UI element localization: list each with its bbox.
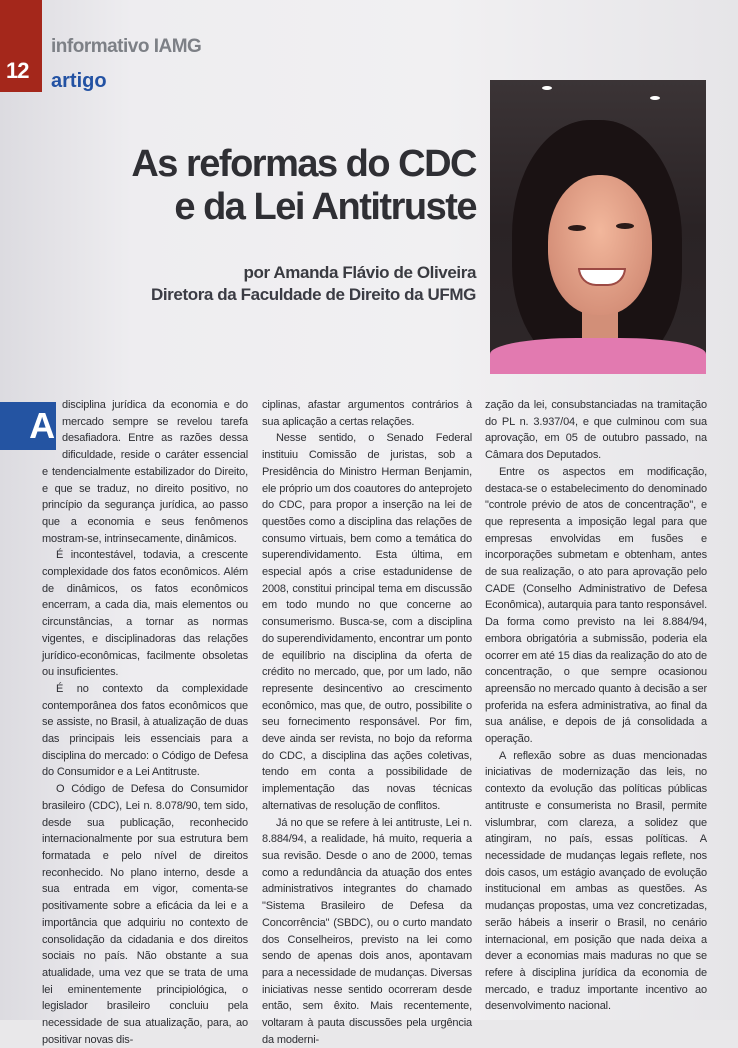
paragraph: Entre os aspectos em modificação, destaca-se o estabelecimento do denominado "controle prévio de atos de concentração", e que representa a imposição legal para que empresas envolvidas em fusões e incorporações submetam e obtenham, antes de sua realização, o ato para aprovação pelo CADE (Conselho Administrativo de Defesa Econômica), autarquia para tanto responsável. Da forma como previsto na lei 8.884/94, embora obrigatória a submissão, poderia ela ocorrer em até 15 dias da realização do ato de concentração, o que sempre ocasionou apreensão no mercado quanto à decisão a ser proferida na esfera administrativa, ao final da sua análise, e depois de já consolidada a operação.	[485, 465, 707, 746]
article-column-2	[262, 397, 472, 1048]
article-column-1	[29, 397, 248, 1048]
paragraph: É incontestável, todavia, a crescente complexidade dos fatos econômicos. Além de dinâmicos, os fatos econômicos encerram, a cada dia, mais elementos ou circunstâncias, a tornar as normas vigentes, e disciplinadoras das relações jurídico-econômicas, facilmente obsoletas ou insuficientes.	[42, 549, 248, 679]
title-line-1: As reformas do CDC	[131, 143, 476, 185]
author-name: por Amanda Flávio de Oliveira	[243, 263, 476, 282]
article-column-3	[485, 397, 707, 1015]
byline	[56, 262, 476, 306]
magazine-name: informativo IAMG	[51, 36, 202, 57]
dropcap-bar	[0, 402, 30, 450]
article-title	[56, 143, 476, 229]
author-role: Diretora da Faculdade de Direito da UFMG	[150, 285, 476, 304]
paragraph: ciplinas, afastar argumentos contrários à sua aplicação a certas relações.	[262, 399, 472, 428]
paragraph: Já no que se refere à lei antitruste, Lei n. 8.884/94, a realidade, há muito, requeria a sua revisão. Desde o ano de 2000, temas como a redundância da atuação dos entes administrativos integrantes do chamado "Sistema Brasileiro de Defesa da Concorrência" (SBDC), ou o curto mandato dos Conselheiros, previsto na lei como sendo de apenas dois anos, apontavam para a necessidade de mudanças. Diversas iniciativas nesse sentido ocorreram desde então, sem êxito. Mais recentemente, voltaram à pauta discussões pela urgência da moderni-	[262, 816, 472, 1046]
paragraph: Nesse sentido, o Senado Federal instituiu Comissão de juristas, sob a Presidência do Ministro Herman Benjamin, ele próprio um dos coautores do anteprojeto do CDC, para propor a inserção na lei de questões como a disciplina das relações de consumo virtuais, bem como a temática do superendividamento. Esta última, em especial após a crise estadunidense de 2008, constitui principal tema em discussão em todo mundo no que concerne ao consumerismo. Busca-se, com a disciplina do superendividamento, encontrar um ponto de equilíbrio na disciplina da oferta de crédito no mercado, que, por um lado, não represente desincentivo ao crescimento econômico, mas que, de outro, possibilite o seu fornecimento responsável. Por fim, deve ainda ser revista, no bojo da reforma do CDC, a disciplina das ações coletivas, tendo em conta a possibilidade de implementação das novas técnicas alternativas de resolução de conflitos.	[262, 432, 472, 812]
paragraph: zação da lei, consubstanciadas na tramitação do PL n. 3.937/04, e que culminou com sua aprovação, em 05 de outubro passado, na Câmara dos Deputados.	[485, 399, 707, 462]
paragraph: É no contexto da complexidade contemporânea dos fatos econômicos que se assiste, no Brasil, à atualização de duas das principais leis essenciais para a disciplina do mercado: o Código de Defesa do Consumidor e a Lei Antitruste.	[42, 682, 248, 779]
title-line-2: e da Lei Antitruste	[174, 186, 476, 228]
dropcap-letter: A	[28, 402, 56, 450]
page-number-tab	[0, 0, 42, 92]
section-label: artigo	[51, 70, 107, 92]
paragraph: A reflexão sobre as duas mencionadas iniciativas de modernização das leis, no contexto da evolução das políticas públicas antitruste e consumerista no Brasil, permite vislumbrar, com clareza, a solidez que atingiram, no país, essas políticas. A necessidade de mudanças legais reflete, nos dois casos, um estágio avançado de evolução institucional em ambas as questões. As mudanças propostas, uma vez concretizadas, serão hábeis a inserir o Brasil, no cenário internacional, em posição que nada deixa a dever a economias mais maduras no que se refere à disciplina jurídica da economia de mercado, e traduz importante incentivo ao desenvolvimento nacional.	[485, 749, 707, 1013]
paragraph: A disciplina jurídica da economia e do mercado sempre se revelou tarefa desafiadora. Entre as razões dessa dificuldade, reside o caráter essencial e tendencialmente estabilizador do Direito, e que se traduz, no direito positivo, no princípio da segurança jurídica, ao passo que a economia e seus fenômenos mostram-se, intrinsecamente, dinâmicos.	[29, 399, 248, 545]
paragraph: O Código de Defesa do Consumidor brasileiro (CDC), Lei n. 8.078/90, tem sido, desde sua publicação, reconhecido internacionalmente por sua estrutura bem formatada e pelo nível de direitos reconhecido. No plano interno, desde a sua entrada em vigor, comenta-se positivamente sobre a eficácia da lei e a importância que adquiriu no contexto de consolidação da cidadania e dos direitos sociais no país. Não obstante a sua atualidade, uma vez que se trata de uma lei eminentemente principiológica, o legislador brasileiro concluiu pela necessidade de sua atualização, para, ao positivar novas dis-	[42, 783, 248, 1046]
author-photo	[490, 80, 706, 374]
page-number: 12	[6, 58, 29, 83]
